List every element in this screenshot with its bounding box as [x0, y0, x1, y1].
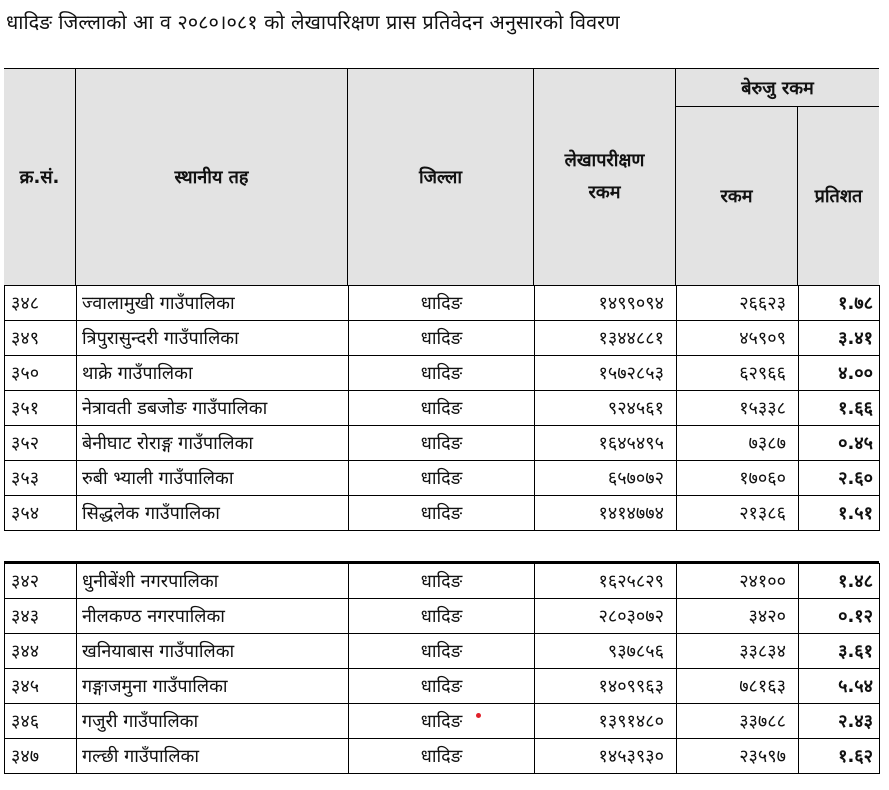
serial-number-cell: ३५१ — [5, 391, 77, 426]
header-district: जिल्ला — [348, 69, 534, 285]
audit-amount-cell: ९२४५६१ — [535, 391, 677, 426]
audit-amount-cell: १६४५४९५ — [535, 426, 677, 461]
table-row — [5, 704, 880, 739]
table-row — [5, 634, 880, 669]
audit-amount-cell: ६५७०७२ — [535, 461, 677, 496]
header-percent: प्रतिशत — [798, 107, 879, 285]
local-level-cell: त्रिपुरासुन्दरी गाउँपालिका — [77, 321, 349, 356]
table-row — [5, 669, 880, 704]
audit-amount-cell: ९३७८५६ — [535, 634, 677, 669]
irregular-amount-cell: ३३८३४ — [677, 634, 799, 669]
serial-number-cell: ३५४ — [5, 496, 77, 531]
local-level-cell: सिद्धलेक गाउँपालिका — [77, 496, 349, 531]
audit-amount-cell: १६२५८२९ — [535, 564, 677, 599]
serial-number-cell: ३४४ — [5, 634, 77, 669]
local-level-cell: ज्वालामुखी गाउँपालिका — [77, 286, 349, 321]
district-cell: धादिङ — [349, 634, 535, 669]
header-audit-amount: लेखापरीक्षण रकम — [534, 69, 676, 285]
percent-cell: ३.४१ — [799, 321, 880, 356]
percent-cell: २.४३ — [799, 704, 880, 739]
serial-number-cell: ३४६ — [5, 704, 77, 739]
percent-cell: ०.१२ — [799, 599, 880, 634]
local-level-cell: रुबी भ्याली गाउँपालिका — [77, 461, 349, 496]
irregular-amount-cell: २४१०० — [677, 564, 799, 599]
table-row — [5, 286, 880, 321]
serial-number-cell: ३४३ — [5, 599, 77, 634]
percent-cell: १.६२ — [799, 739, 880, 774]
local-level-cell: थाक्रे गाउँपालिका — [77, 356, 349, 391]
serial-number-cell: ३४९ — [5, 321, 77, 356]
audit-amount-cell: १४५३९३० — [535, 739, 677, 774]
local-level-cell: गल्छी गाउँपालिका — [77, 739, 349, 774]
table-row — [5, 496, 880, 531]
audit-amount-cell: १३९१४८० — [535, 704, 677, 739]
serial-number-cell: ३५० — [5, 356, 77, 391]
local-level-cell: गजुरी गाउँपालिका — [77, 704, 349, 739]
local-level-cell: गङ्गाजमुना गाउँपालिका — [77, 669, 349, 704]
table-row — [5, 599, 880, 634]
district-cell: धादिङ — [349, 704, 535, 739]
serial-number-cell: ३५२ — [5, 426, 77, 461]
red-dot-marker — [476, 713, 481, 718]
local-level-cell: नेत्रावती डबजोङ गाउँपालिका — [77, 391, 349, 426]
audit-amount-cell: १३४४८८१ — [535, 321, 677, 356]
audit-amount-cell: २८०३०७२ — [535, 599, 677, 634]
district-cell: धादिङ — [349, 461, 535, 496]
header-irregular-amount: बेरुजु रकम — [676, 69, 879, 107]
irregular-amount-cell: २६६२३ — [677, 286, 799, 321]
header-local-level: स्थानीय तह — [76, 69, 348, 285]
district-cell: धादिङ — [349, 564, 535, 599]
table-row — [5, 356, 880, 391]
audit-amount-cell: १५७२८५३ — [535, 356, 677, 391]
serial-number-cell: ३४७ — [5, 739, 77, 774]
local-level-cell: बेनीघाट रोराङ्ग गाउँपालिका — [77, 426, 349, 461]
serial-number-cell: ३५३ — [5, 461, 77, 496]
district-cell: धादिङ — [349, 321, 535, 356]
percent-cell: १.६६ — [799, 391, 880, 426]
irregular-amount-cell: ७८१६३ — [677, 669, 799, 704]
percent-cell: १.७८ — [799, 286, 880, 321]
irregular-amount-cell: २३५९७ — [677, 739, 799, 774]
serial-number-cell: ३४८ — [5, 286, 77, 321]
table-row — [5, 564, 880, 599]
table-row — [5, 391, 880, 426]
irregular-amount-cell: १५३३८ — [677, 391, 799, 426]
table-row — [5, 426, 880, 461]
irregular-amount-cell: २१३८६ — [677, 496, 799, 531]
table-row — [5, 461, 880, 496]
irregular-amount-cell: ३४२० — [677, 599, 799, 634]
district-cell: धादिङ — [349, 391, 535, 426]
percent-cell: ४.०० — [799, 356, 880, 391]
district-cell: धादिङ — [349, 496, 535, 531]
audit-amount-cell: १४९९०९४ — [535, 286, 677, 321]
audit-amount-cell: १४१४७७४ — [535, 496, 677, 531]
district-cell: धादिङ — [349, 356, 535, 391]
irregular-amount-cell: १७०६० — [677, 461, 799, 496]
table-header — [4, 69, 879, 285]
percent-cell: १.५१ — [799, 496, 880, 531]
table-top — [4, 285, 880, 531]
table-row — [5, 739, 880, 774]
header-sn: क्र.सं. — [4, 69, 76, 285]
irregular-amount-cell: ६२९६६ — [677, 356, 799, 391]
percent-cell: ५.५४ — [799, 669, 880, 704]
local-level-cell: धुनीबेंशी नगरपालिका — [77, 564, 349, 599]
irregular-amount-cell: ४५९०९ — [677, 321, 799, 356]
percent-cell: ३.६१ — [799, 634, 880, 669]
header-amount: रकम — [676, 107, 798, 285]
table-bottom — [4, 563, 880, 774]
district-cell: धादिङ — [349, 739, 535, 774]
local-level-cell: खनियाबास गाउँपालिका — [77, 634, 349, 669]
local-level-cell: नीलकण्ठ नगरपालिका — [77, 599, 349, 634]
percent-cell: १.४८ — [799, 564, 880, 599]
percent-cell: २.६० — [799, 461, 880, 496]
district-cell: धादिङ — [349, 599, 535, 634]
page-title: धादिङ जिल्लाको आ व २०८०।०८१ को लेखापरिक्षण प्रास प्रतिवेदन अनुसारको विवरण — [6, 10, 620, 34]
district-cell: धादिङ — [349, 669, 535, 704]
district-cell: धादिङ — [349, 286, 535, 321]
irregular-amount-cell: ७३८७ — [677, 426, 799, 461]
serial-number-cell: ३४५ — [5, 669, 77, 704]
irregular-amount-cell: ३३७८८ — [677, 704, 799, 739]
audit-amount-cell: १४०९९६३ — [535, 669, 677, 704]
serial-number-cell: ३४२ — [5, 564, 77, 599]
percent-cell: ०.४५ — [799, 426, 880, 461]
district-cell: धादिङ — [349, 426, 535, 461]
table-row — [5, 321, 880, 356]
